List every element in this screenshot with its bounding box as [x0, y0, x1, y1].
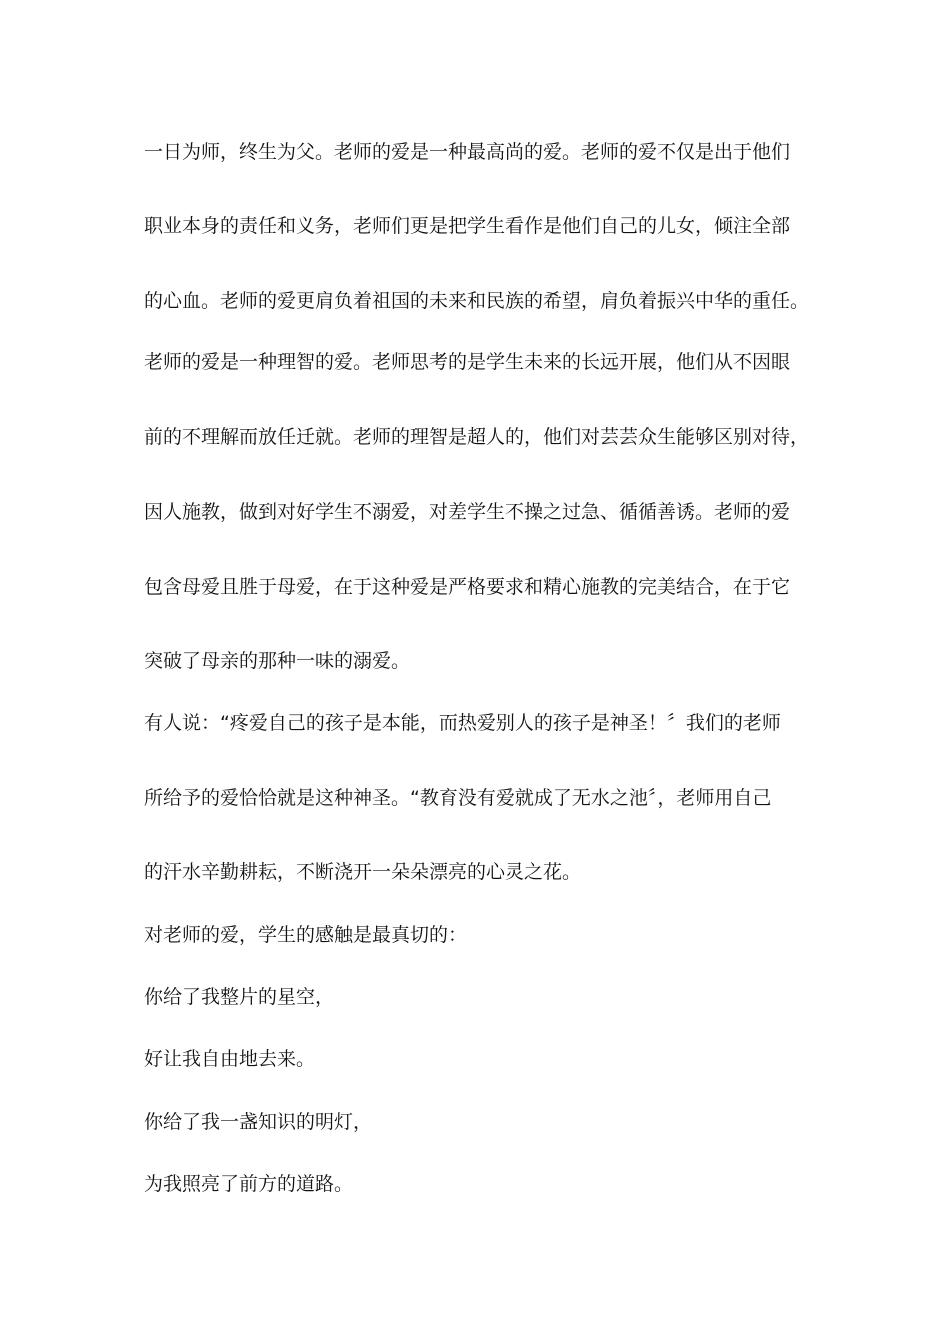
text-line: 好让我自由地去来。	[144, 1048, 316, 1070]
text-line: 因人施教，做到对好学生不溺爱，对差学生不操之过急、循循善诱。老师的爱	[144, 501, 791, 523]
text-line: 对老师的爱，学生的感触是最真切的：	[144, 924, 468, 946]
text-line: 你给了我整片的星空，	[144, 986, 335, 1008]
text-line: 的汗水辛勤耕耘，不断浇开一朵朵漂亮的心灵之花。	[144, 861, 582, 883]
text-line: 职业本身的责任和义务，老师们更是把学生看作是他们自己的儿女，倾注全部	[144, 215, 791, 237]
text-line: 突破了母亲的那种一味的溺爱。	[144, 650, 411, 672]
text-line: 有人说：“疼爱自己的孩子是本能，而热爱别人的孩子是神圣！〞我们的老师	[144, 712, 781, 734]
text-line: 你给了我一盏知识的明灯，	[144, 1111, 373, 1133]
text-line: 老师的爱是一种理智的爱。老师思考的是学生未来的长远开展，他们从不因眼	[144, 351, 791, 373]
text-line: 前的不理解而放任迁就。老师的理智是超人的，他们对芸芸众生能够区别对待，	[144, 426, 810, 448]
text-line: 一日为师，终生为父。老师的爱是一种最高尚的爱。老师的爱不仅是出于他们	[144, 141, 791, 163]
text-line: 为我照亮了前方的道路。	[144, 1173, 354, 1195]
text-line: 包含母爱且胜于母爱，在于这种爱是严格要求和精心施教的完美结合，在于它	[144, 576, 791, 598]
text-line: 的心血。老师的爱更肩负着祖国的未来和民族的希望，肩负着振兴中华的重任。	[144, 290, 810, 312]
text-line: 所给予的爱恰恰就是这种神圣。“教育没有爱就成了无水之池〞，老师用自己	[144, 787, 772, 809]
